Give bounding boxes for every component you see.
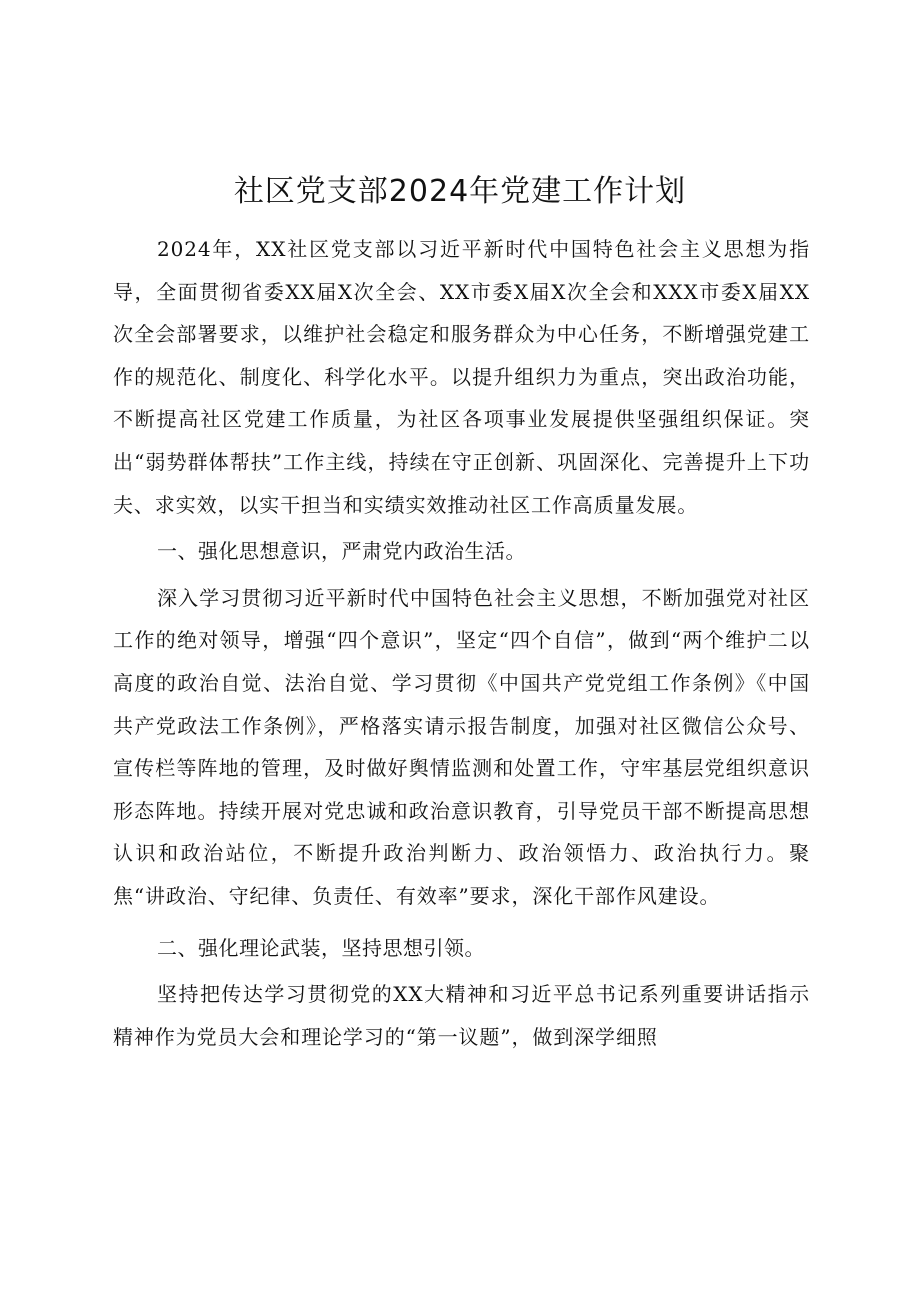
section-paragraph-2: 坚持把传达学习贯彻党的XX大精神和习近平总书记系列重要讲话指示精神作为党员大会和理论学习的“第一议题”，做到深学细照 — [113, 982, 810, 1049]
document-body — [113, 228, 810, 1058]
document-title: 社区党支部2024年党建工作计划 — [233, 174, 687, 209]
section-paragraph-1: 深入学习贯彻习近平新时代中国特色社会主义思想，不断加强党对社区工作的绝对领导，增强“四个意识”，坚定“四个自信”，做到“两个维护二以高度的政治自觉、法治自觉、学习贯彻《中国共产党党组工作条例》《中国共产党政法工作条例》，严格落实请示报告制度，加强对社区微信公众号、宣传栏等阵地的管理，及时做好舆情监测和处置工作，守牢基层党组织意识形态阵地。持续开展对党忠诚和政治意识教育，引导党员干部不断提高思想认识和政治站位，不断提升政治判断力、政治领悟力、政治执行力。聚焦“讲政治、守纪律、负责任、有效率”要求，深化干部作风建设。 — [113, 585, 810, 908]
section-heading-1: 一、强化思想意识，严肃党内政治生活。 — [157, 539, 526, 564]
section-heading-2: 二、强化理论武装，坚持思想引领。 — [157, 935, 485, 960]
intro-paragraph: 2024年，XX社区党支部以习近平新时代中国特色社会主义思想为指导，全面贯彻省委XX届X次全会、XX市委X届X次全会和XXX市委X届XX次全会部署要求，以维护社会稳定和服务群众为中心任务，不断增强党建工作的规范化、制度化、科学化水平。以提升组织力为重点，突出政治功能，不断提高社区党建工作质量，为社区各项事业发展提供坚强组织保证。突出“弱势群体帮扶”工作主线，持续在守正创新、巩固深化、完善提升上下功夫、求实效，以实干担当和实绩实效推动社区工作高质量发展。 — [113, 237, 810, 517]
